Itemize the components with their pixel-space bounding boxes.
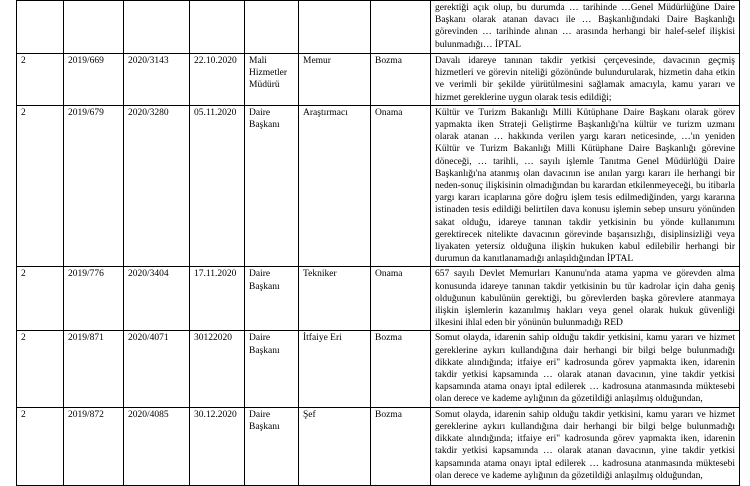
table-row xyxy=(17,105,740,267)
outcome: Bozma xyxy=(371,331,431,407)
decision-date: 30.12.2020 xyxy=(190,407,245,485)
decision-date: 22.10.2020 xyxy=(190,54,245,106)
outcome xyxy=(371,1,431,54)
former-title xyxy=(245,1,299,54)
row-number: 2 xyxy=(17,105,64,267)
case-table-body xyxy=(17,1,740,486)
case-table xyxy=(16,0,740,486)
row-number: 2 xyxy=(17,54,64,106)
row-number xyxy=(17,1,64,54)
decision-date: 30122020 xyxy=(190,331,245,407)
decision-number: 2020/3404 xyxy=(124,267,190,331)
new-title: Memur xyxy=(299,54,371,106)
row-number: 2 xyxy=(17,331,64,407)
explanation: gerektiği açık olup, bu durumda … tarihinde …Genel Müdürlüğüne Daire Başkanı olarak atanan davacı ile … Başkanlığındaki Daire Başkanlığı görevinden … tarihinde alınan … arasında herhangi bir halef-selef ilişkisi bulunmadığı… İPTAL xyxy=(431,1,740,54)
decision-number: 2020/4071 xyxy=(124,331,190,407)
new-title: Araştırmacı xyxy=(299,105,371,267)
table-row xyxy=(17,331,740,407)
decision-date xyxy=(190,1,245,54)
new-title: İtfaiye Eri xyxy=(299,331,371,407)
decision-date: 17.11.2020 xyxy=(190,267,245,331)
explanation: Somut olayda, idarenin sahip olduğu takdir yetkisini, kamu yararı ve hizmet gereklerine aykırı kullandığına dair herhangi bir bilgi belge bulunmadığı dikkate alındığında; itfaiye eri" kadrosunda görev yapmakta iken, idarenin takdir yetkisi kapsamında … olarak atanan davacının, yine takdir yetkisi kapsamında atama onayı iptal edilerek … kadrosuna atanmasında müktesebi olan derece ve kademe aylığının da gözetildiği anlaşılmış olduğundan, xyxy=(431,331,740,407)
former-title: Mali Hizmetler Müdürü xyxy=(245,54,299,106)
outcome: Onama xyxy=(371,267,431,331)
explanation: Kültür ve Turizm Bakanlığı Milli Kütüphane Daire Başkanı olarak görev yapmakta iken Strateji Geliştirme Başkanlığı'na kültür ve turizm uzmanı olarak atanan … hakkında verilen yargı kararı neticesinde, …'ın yeniden Kültür ve Turizm Bakanlığı Milli Kütüphane Daire Başkanlığı görevine döneceği, … tarihli, … sayılı işlemle Tanıtma Genel Müdürlüğü Daire Başkanlığı'na atanmış olan davacının ise anılan yargı kararı ile herhangi bir neden-sonuç ilişkisinin olmadığından bu karardan etkilenmeyeceği, bu itibarla yargı kararı icaplarına göre doğru işlem tesis edilmediğinden, yargı kararına istinaden tesis edildiği belirtilen dava konusu işlemin sebep unsuru yönünden sakat olduğu, idareye tanınan takdir yetkisinin bu yönde kullanımını gerektirecek nitelikte davacının görevinde başarısızlığı, disiplinsizliği veya liyakaten yetersiz olduğuna ilişkin hukuken kabul edilebilir herhangi bir durumun da kanıtlanamadığı anlaşıldığından İPTAL xyxy=(431,105,740,267)
former-title: Daire Başkanı xyxy=(245,267,299,331)
new-title: Şef xyxy=(299,407,371,485)
decision-number xyxy=(124,1,190,54)
decision-date: 05.11.2020 xyxy=(190,105,245,267)
table-row xyxy=(17,1,740,54)
docket-number: 2019/872 xyxy=(64,407,124,485)
table-row xyxy=(17,267,740,331)
table-row xyxy=(17,407,740,485)
decision-number: 2020/4085 xyxy=(124,407,190,485)
outcome: Bozma xyxy=(371,54,431,106)
docket-number: 2019/871 xyxy=(64,331,124,407)
new-title xyxy=(299,1,371,54)
outcome: Onama xyxy=(371,105,431,267)
docket-number: 2019/669 xyxy=(64,54,124,106)
row-number: 2 xyxy=(17,267,64,331)
decision-number: 2020/3280 xyxy=(124,105,190,267)
former-title: Daire Başkanı xyxy=(245,331,299,407)
docket-number xyxy=(64,1,124,54)
new-title: Tekniker xyxy=(299,267,371,331)
docket-number: 2019/679 xyxy=(64,105,124,267)
table-row xyxy=(17,54,740,106)
former-title: Daire Başkanı xyxy=(245,407,299,485)
former-title: Daire Başkanı xyxy=(245,105,299,267)
explanation: Somut olayda, idarenin sahip olduğu takdir yetkisini, kamu yararı ve hizmet gereklerine aykırı kullandığına dair herhangi bir bilgi belge bulunmadığı dikkate alındığında; itfaiye eri" kadrosunda görev yapmakta iken, idarenin takdir yetkisi kapsamında … olarak atanan davacının, yine takdir yetkisi kapsamında atama onayı iptal edilerek … kadrosuna atanmasında müktesebi olan derece ve kademe aylığının da gözetildiği anlaşılmış olduğundan, xyxy=(431,407,740,485)
explanation: 657 sayılı Devlet Memurları Kanunu'nda atama yapma ve görevden alma konusunda idareye tanınan takdir yetkisinin bu tür kadrolar için daha geniş olduğunun kabulünün gerektiği, bu görevlerden başka görevlere atanmaya ilişkin işlemlerin kazanılmış hakları veya genel olarak hukuk güvenliği ilkesini ihlal eden bir yönünün bulunmadığı RED xyxy=(431,267,740,331)
decision-number: 2020/3143 xyxy=(124,54,190,106)
docket-number: 2019/776 xyxy=(64,267,124,331)
explanation: Davalı idareye tanınan takdir yetkisi çerçevesinde, davacının geçmiş hizmetleri ve görevin niteliği gözönünde bulundurularak, hizmetin daha etkin ve verimli bir şekilde yürütülmesini sağlamak amacıyla, kamu yararı ve hizmet gereklerine uygun olarak tesis edildiği; xyxy=(431,54,740,106)
outcome: Bozma xyxy=(371,407,431,485)
row-number: 2 xyxy=(17,407,64,485)
